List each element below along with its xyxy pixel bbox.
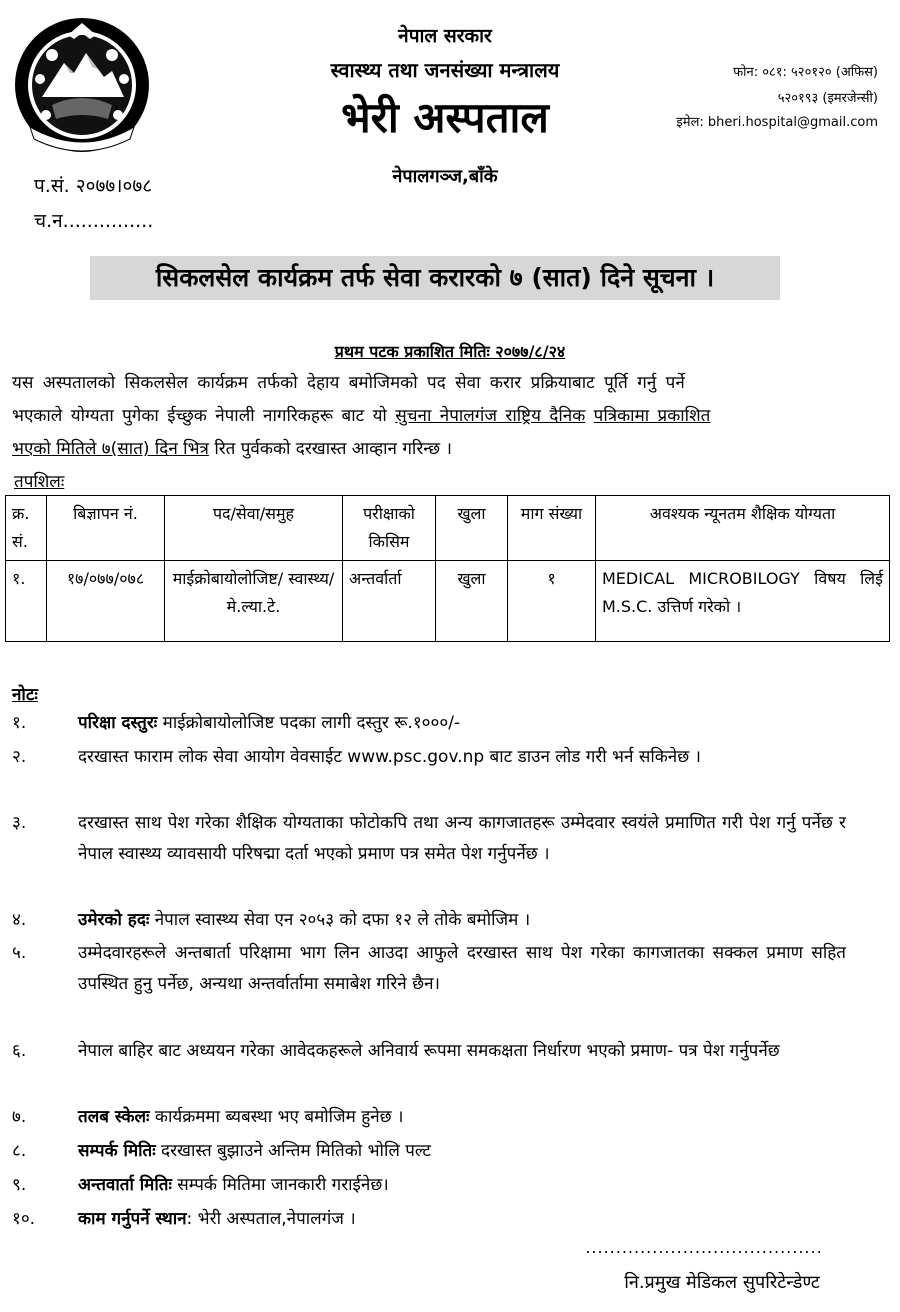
note-item <box>78 938 846 1000</box>
table-header-row <box>6 496 890 561</box>
note-text: माईक्रोबायोलोजिष्ट पदका लागी दस्तुर रू.१०००/- <box>157 713 461 733</box>
col-header-exam-type: परीक्षाको किसिम <box>343 496 436 561</box>
cell-serial: १. <box>6 561 47 642</box>
intro-text: यस अस्पतालको सिकलसेल कार्यक्रम तर्फको देहाय बमोजिमको पद सेवा करार प्रक्रियाबाट पूर्ति गर्नु पर्ने <box>12 373 685 393</box>
hospital-location: नेपालगञ्ज,बाँके <box>392 166 498 187</box>
note-title: सम्पर्क मितिः <box>78 1141 156 1161</box>
col-header-serial: क्र. सं. <box>6 496 47 561</box>
note-number: ७. <box>12 1107 27 1127</box>
col-header-demand: माग संख्या <box>508 496 596 561</box>
note-title: तलब स्केलः <box>78 1107 150 1127</box>
intro-paragraph-line-1 <box>12 368 888 399</box>
note-text: कार्यक्रममा ब्यबस्था भए बमोजिम हुनेछ । <box>149 1107 404 1127</box>
phone-office: फोन: ०८१: ५२०१२० (अफिस) <box>733 65 878 80</box>
ministry-name: स्वास्थ्य तथा जनसंख्या मन्त्रालय <box>330 58 560 82</box>
intro-text: रित पुर्वकको दरखास्त आव्हान गरिन्छ । <box>208 439 452 459</box>
note-number: ५. <box>12 943 27 963</box>
note-text: उम्मेदवारहरूले अन्तबार्ता परिक्षामा भाग लिन आउदा आफुले दरखास्त साथ पेश गरेका कागजातका सक्कल प्रमाण सहित उपस्थित हुनु पर्नेछ, अन्यथा अन्तर्वार्तामा समाबेश गरिने छैन। <box>78 943 846 994</box>
details-label: तपशिलः <box>14 472 65 492</box>
government-name: नेपाल सरकार <box>398 25 492 47</box>
cell-qualification: MEDICAL MICROBILOGY विषय लिई M.S.C. उत्तिर्ण गरेको । <box>596 561 890 642</box>
cell-demand: १ <box>508 561 596 642</box>
note-title: परिक्षा दस्तुरः <box>78 713 158 733</box>
note-item <box>78 1204 846 1235</box>
signature-line: ....................................... <box>585 1238 823 1257</box>
intro-paragraph-line-3 <box>12 434 888 465</box>
nepal-government-emblem <box>12 15 152 155</box>
col-header-ad-number: बिज्ञापन नं. <box>47 496 165 561</box>
reference-number: प.सं. २०७७।०७८ <box>34 175 153 197</box>
deadline-text: भएको मितिले ७(सात) दिन भित्र <box>12 439 209 459</box>
col-header-post: पद/सेवा/समुह <box>165 496 343 561</box>
note-number: ९. <box>12 1175 27 1195</box>
notice-title: सिकलसेल कार्यक्रम तर्फ सेवा करारको ७ (सात) दिने सूचना । <box>90 256 780 300</box>
note-title: काम गर्नुपर्ने स्थान <box>78 1209 187 1229</box>
note-item <box>78 1170 846 1201</box>
email-address: इमेल: bheri.hospital@gmail.com <box>676 115 878 130</box>
newspaper-name: सुचना नेपालगंज राष्ट्रिय दैनिक <box>395 406 586 426</box>
note-text: नेपाल स्वास्थ्य सेवा एन २०५३ को दफा १२ ले तोके बमोजिम । <box>149 910 531 930</box>
note-item <box>78 1136 846 1167</box>
cell-exam-type: अन्तर्वार्ता <box>343 561 436 642</box>
note-item <box>78 905 846 936</box>
intro-paragraph-line-2 <box>12 401 888 432</box>
hospital-name: भेरी अस्पताल <box>341 93 549 142</box>
intro-text <box>585 406 593 426</box>
note-text: नेपाल बाहिर बाट अध्ययन गरेका आवेदकहरूले अनिवार्य रूपमा समकक्षता निर्धारण भएको प्रमाण- पत्र पेश गर्नुपर्नेछ <box>78 1041 780 1061</box>
phone-emergency: ५२०१९३ (इमरजेन्सी) <box>777 91 878 106</box>
note-item <box>78 808 846 870</box>
published-date: प्रथम पटक प्रकाशित मितिः २०७७/८/२४ <box>334 342 566 361</box>
note-number: ३. <box>12 813 27 833</box>
note-item <box>78 708 846 739</box>
note-number: ६. <box>12 1041 27 1061</box>
note-text: दरखास्त बुझाउने अन्तिम मितिको भोलि पल्ट <box>155 1141 431 1161</box>
note-text: सम्पर्क मितिमा जानकारी गराईनेछ। <box>171 1175 389 1195</box>
note-text: : भेरी अस्पताल,नेपालगंज । <box>186 1209 356 1229</box>
note-number: ८. <box>12 1141 27 1161</box>
signatory-title: नि.प्रमुख मेडिकल सुपरिटेन्डेण्ट <box>624 1272 820 1293</box>
cell-open: खुला <box>436 561 508 642</box>
col-header-qualification: अवश्यक न्यूनतम शैक्षिक योग्यता <box>596 496 890 561</box>
note-text: दरखास्त फाराम लोक सेवा आयोग वेवसाईट www.psc.gov.np बाट डाउन लोड गरी भर्न सकिनेछ । <box>78 747 701 767</box>
vacancy-table <box>5 495 890 642</box>
note-title: उमेरको हदः <box>78 910 150 930</box>
note-item <box>78 1102 846 1133</box>
intro-text: भएकाले योग्यता पुगेका ईच्छुक नेपाली नागरिकहरू बाट यो <box>12 406 396 426</box>
col-header-open: खुला <box>436 496 508 561</box>
note-item <box>78 1036 846 1067</box>
cell-post: माईक्रोबायोलोजिष्ट/ स्वास्थ्य/मे.ल्या.टे. <box>165 561 343 642</box>
note-item <box>78 742 846 773</box>
note-title: अन्तवार्ता मितिः <box>78 1175 172 1195</box>
dispatch-number: च.न............... <box>34 210 154 232</box>
note-number: २. <box>12 747 27 767</box>
cell-ad-number: १७/०७७/०७८ <box>47 561 165 642</box>
table-row <box>6 561 890 642</box>
note-text: दरखास्त साथ पेश गरेका शैक्षिक योग्यताका फोटोकपि तथा अन्य कागजातहरू उम्मेदवार स्वयंले प्रमाणित गरी पेश गर्नु पर्नेछ र नेपाल स्वास्थ्य व्यावसायी परिषद्मा दर्ता भएको प्रमाण पत्र समेत पेश गर्नुपर्नेछ । <box>78 813 846 864</box>
notes-label: नोटः <box>12 685 38 705</box>
note-number: ४. <box>12 910 27 930</box>
note-number: १०. <box>12 1209 36 1229</box>
intro-text-underlined: पत्रिकामा प्रकाशित <box>593 406 711 426</box>
note-number: १. <box>12 713 27 733</box>
